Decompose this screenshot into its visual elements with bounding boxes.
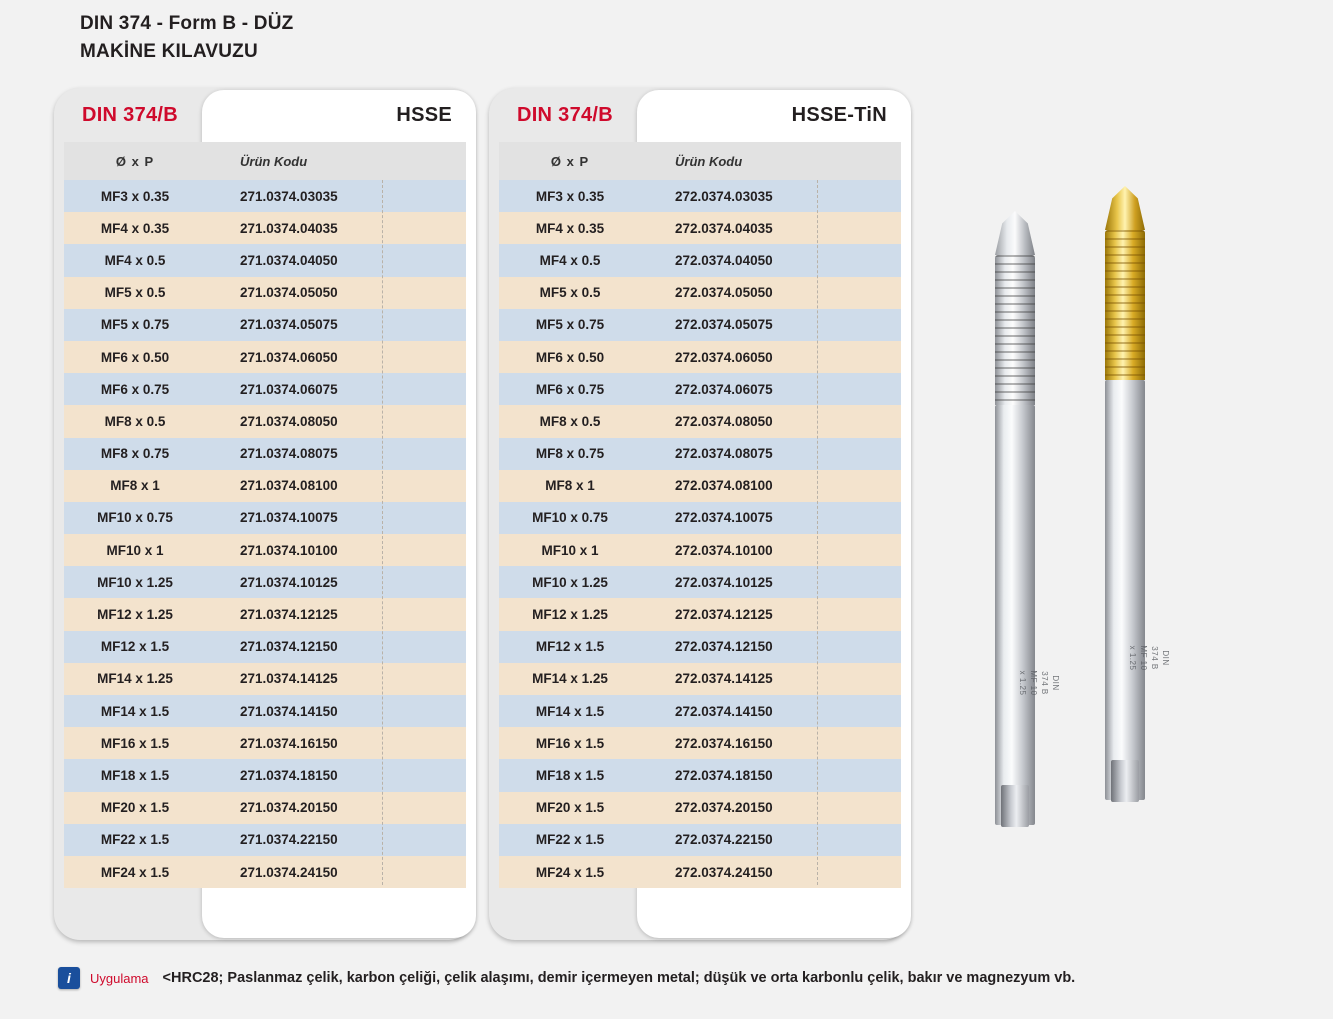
- table-row: [489, 180, 909, 212]
- cell-size: MF10 x 0.75: [499, 502, 641, 534]
- cell-product-code: 272.0374.04050: [641, 244, 901, 276]
- table-row: [54, 534, 474, 566]
- hsse-tap-image: DIN 374 B MF 10 x 1.25: [995, 211, 1035, 825]
- tap-threads: [1105, 230, 1145, 380]
- cell-size: MF4 x 0.5: [499, 244, 641, 276]
- cell-product-code: 272.0374.04035: [641, 212, 901, 244]
- tap-square-drive: [1111, 760, 1139, 802]
- table-row: [54, 373, 474, 405]
- cell-size: MF18 x 1.5: [499, 759, 641, 791]
- page-title-line1: DIN 374 - Form B - DÜZ: [80, 13, 294, 34]
- table-row: [54, 438, 474, 470]
- cell-product-code: 271.0374.10075: [206, 502, 466, 534]
- cell-size: MF8 x 0.75: [499, 438, 641, 470]
- cell-product-code: 272.0374.08075: [641, 438, 901, 470]
- table-row: [489, 824, 909, 856]
- table-row: [54, 180, 474, 212]
- cell-product-code: 271.0374.16150: [206, 727, 466, 759]
- cell-product-code: 272.0374.18150: [641, 759, 901, 791]
- table-row: [54, 695, 474, 727]
- product-table-hsse: [54, 88, 474, 940]
- cell-product-code: 272.0374.24150: [641, 856, 901, 888]
- table-row: [54, 663, 474, 695]
- tap-tip: [1105, 186, 1145, 230]
- tap-shank: [995, 405, 1035, 825]
- cell-size: MF10 x 1.25: [499, 566, 641, 598]
- table-header-material: HSSE: [396, 103, 452, 126]
- tap-square-drive: [1001, 785, 1029, 827]
- cell-size: MF6 x 0.50: [499, 341, 641, 373]
- cell-size: MF8 x 1: [499, 470, 641, 502]
- table-row: [489, 212, 909, 244]
- cell-product-code: 271.0374.14150: [206, 695, 466, 727]
- cell-size: MF14 x 1.25: [64, 663, 206, 695]
- cell-size: MF10 x 1: [499, 534, 641, 566]
- cell-product-code: 272.0374.16150: [641, 727, 901, 759]
- cell-size: MF22 x 1.5: [499, 824, 641, 856]
- cell-size: MF8 x 0.5: [499, 405, 641, 437]
- cell-size: MF12 x 1.5: [64, 631, 206, 663]
- cell-product-code: 271.0374.04035: [206, 212, 466, 244]
- cell-product-code: 271.0374.12150: [206, 631, 466, 663]
- application-label: Uygulama: [90, 970, 149, 986]
- cell-size: MF8 x 1: [64, 470, 206, 502]
- table-row: [54, 759, 474, 791]
- table-row: [489, 405, 909, 437]
- cell-product-code: 272.0374.05075: [641, 309, 901, 341]
- cell-size: MF12 x 1.25: [499, 598, 641, 630]
- column-header-size: Ø x P: [64, 142, 206, 180]
- info-icon: i: [58, 967, 80, 989]
- table-row: [489, 695, 909, 727]
- table-row: [489, 534, 909, 566]
- cell-size: MF4 x 0.35: [499, 212, 641, 244]
- table-header-standard: DIN 374/B: [516, 103, 614, 126]
- table-row: [489, 277, 909, 309]
- cell-size: MF20 x 1.5: [64, 792, 206, 824]
- cell-size: MF6 x 0.75: [499, 373, 641, 405]
- table-body: [54, 180, 474, 888]
- column-header-code: Ürün Kodu: [206, 142, 466, 180]
- table-row: [54, 631, 474, 663]
- cell-size: MF12 x 1.25: [64, 598, 206, 630]
- table-row: [489, 341, 909, 373]
- table-row: [54, 309, 474, 341]
- cell-size: MF5 x 0.5: [499, 277, 641, 309]
- application-note: [58, 958, 1288, 998]
- table-row: [489, 856, 909, 888]
- table-row: [54, 824, 474, 856]
- table-header-standard: DIN 374/B: [81, 103, 179, 126]
- cell-size: MF6 x 0.50: [64, 341, 206, 373]
- cell-product-code: 272.0374.10125: [641, 566, 901, 598]
- cell-product-code: 272.0374.22150: [641, 824, 901, 856]
- cell-product-code: 271.0374.05075: [206, 309, 466, 341]
- table-row: [54, 792, 474, 824]
- cell-product-code: 271.0374.06050: [206, 341, 466, 373]
- table-row: [489, 309, 909, 341]
- cell-size: MF3 x 0.35: [499, 180, 641, 212]
- table-row: [54, 470, 474, 502]
- table-row: [489, 438, 909, 470]
- table-row: [54, 727, 474, 759]
- cell-size: MF20 x 1.5: [499, 792, 641, 824]
- tap-shank: [1105, 380, 1145, 800]
- cell-product-code: 272.0374.08100: [641, 470, 901, 502]
- cell-product-code: 271.0374.05050: [206, 277, 466, 309]
- cell-size: MF4 x 0.5: [64, 244, 206, 276]
- application-text: <HRC28; Paslanmaz çelik, karbon çeliği, çelik alaşımı, demir içermeyen metal; düşük ve orta karbonlu çelik, bakır ve magnezyum vb.: [162, 970, 1076, 986]
- cell-size: MF14 x 1.5: [499, 695, 641, 727]
- cell-size: MF24 x 1.5: [499, 856, 641, 888]
- cell-product-code: 271.0374.14125: [206, 663, 466, 695]
- cell-size: MF16 x 1.5: [499, 727, 641, 759]
- cell-size: MF8 x 0.75: [64, 438, 206, 470]
- cell-size: MF18 x 1.5: [64, 759, 206, 791]
- cell-product-code: 271.0374.10100: [206, 534, 466, 566]
- cell-size: MF16 x 1.5: [64, 727, 206, 759]
- cell-product-code: 272.0374.10075: [641, 502, 901, 534]
- table-header-material: HSSE-TiN: [791, 103, 887, 126]
- cell-size: MF5 x 0.75: [64, 309, 206, 341]
- cell-size: MF14 x 1.25: [499, 663, 641, 695]
- table-row: [54, 244, 474, 276]
- cell-product-code: 271.0374.24150: [206, 856, 466, 888]
- cell-size: MF14 x 1.5: [64, 695, 206, 727]
- cell-product-code: 271.0374.18150: [206, 759, 466, 791]
- cell-product-code: 271.0374.12125: [206, 598, 466, 630]
- cell-product-code: 272.0374.14150: [641, 695, 901, 727]
- table-row: [54, 277, 474, 309]
- cell-product-code: 271.0374.10125: [206, 566, 466, 598]
- column-divider: [817, 180, 818, 885]
- cell-product-code: 272.0374.06075: [641, 373, 901, 405]
- table-row: [54, 566, 474, 598]
- table-row: [489, 566, 909, 598]
- cell-product-code: 272.0374.12125: [641, 598, 901, 630]
- column-header-code: Ürün Kodu: [641, 142, 901, 180]
- cell-size: MF24 x 1.5: [64, 856, 206, 888]
- table-row: [489, 244, 909, 276]
- cell-product-code: 272.0374.08050: [641, 405, 901, 437]
- column-header-size: Ø x P: [499, 142, 641, 180]
- cell-product-code: 271.0374.08050: [206, 405, 466, 437]
- cell-size: MF5 x 0.75: [499, 309, 641, 341]
- table-row: [489, 663, 909, 695]
- tap-threads: [995, 255, 1035, 405]
- table-row: [54, 341, 474, 373]
- cell-product-code: 271.0374.08100: [206, 470, 466, 502]
- product-table-hsse-tin: [489, 88, 909, 940]
- table-row: [489, 727, 909, 759]
- table-row: [489, 792, 909, 824]
- table-body: [489, 180, 909, 888]
- page-title-line2: MAKİNE KILAVUZU: [80, 40, 258, 62]
- table-row: [54, 856, 474, 888]
- cell-product-code: 272.0374.12150: [641, 631, 901, 663]
- table-row: [54, 405, 474, 437]
- cell-size: MF4 x 0.35: [64, 212, 206, 244]
- table-row: [54, 598, 474, 630]
- cell-size: MF5 x 0.5: [64, 277, 206, 309]
- cell-size: MF10 x 1.25: [64, 566, 206, 598]
- page-title: [80, 10, 293, 65]
- hsse-tin-tap-image: DIN 374 B MF 10 x 1.25: [1105, 186, 1145, 800]
- cell-size: MF10 x 0.75: [64, 502, 206, 534]
- cell-product-code: 272.0374.05050: [641, 277, 901, 309]
- cell-size: MF6 x 0.75: [64, 373, 206, 405]
- cell-size: MF10 x 1: [64, 534, 206, 566]
- cell-product-code: 271.0374.08075: [206, 438, 466, 470]
- cell-product-code: 272.0374.06050: [641, 341, 901, 373]
- cell-product-code: 271.0374.06075: [206, 373, 466, 405]
- table-row: [54, 212, 474, 244]
- cell-size: MF22 x 1.5: [64, 824, 206, 856]
- cell-product-code: 271.0374.03035: [206, 180, 466, 212]
- cell-size: MF3 x 0.35: [64, 180, 206, 212]
- table-row: [489, 470, 909, 502]
- cell-product-code: 272.0374.10100: [641, 534, 901, 566]
- tap-tip: [995, 211, 1035, 255]
- cell-product-code: 271.0374.20150: [206, 792, 466, 824]
- table-row: [489, 502, 909, 534]
- product-images: [975, 175, 1215, 825]
- cell-size: MF12 x 1.5: [499, 631, 641, 663]
- cell-product-code: 272.0374.03035: [641, 180, 901, 212]
- cell-product-code: 271.0374.04050: [206, 244, 466, 276]
- table-row: [489, 598, 909, 630]
- table-row: [489, 373, 909, 405]
- cell-product-code: 272.0374.14125: [641, 663, 901, 695]
- table-row: [489, 759, 909, 791]
- cell-size: MF8 x 0.5: [64, 405, 206, 437]
- column-divider: [382, 180, 383, 885]
- table-row: [489, 631, 909, 663]
- table-row: [54, 502, 474, 534]
- cell-product-code: 272.0374.20150: [641, 792, 901, 824]
- cell-product-code: 271.0374.22150: [206, 824, 466, 856]
